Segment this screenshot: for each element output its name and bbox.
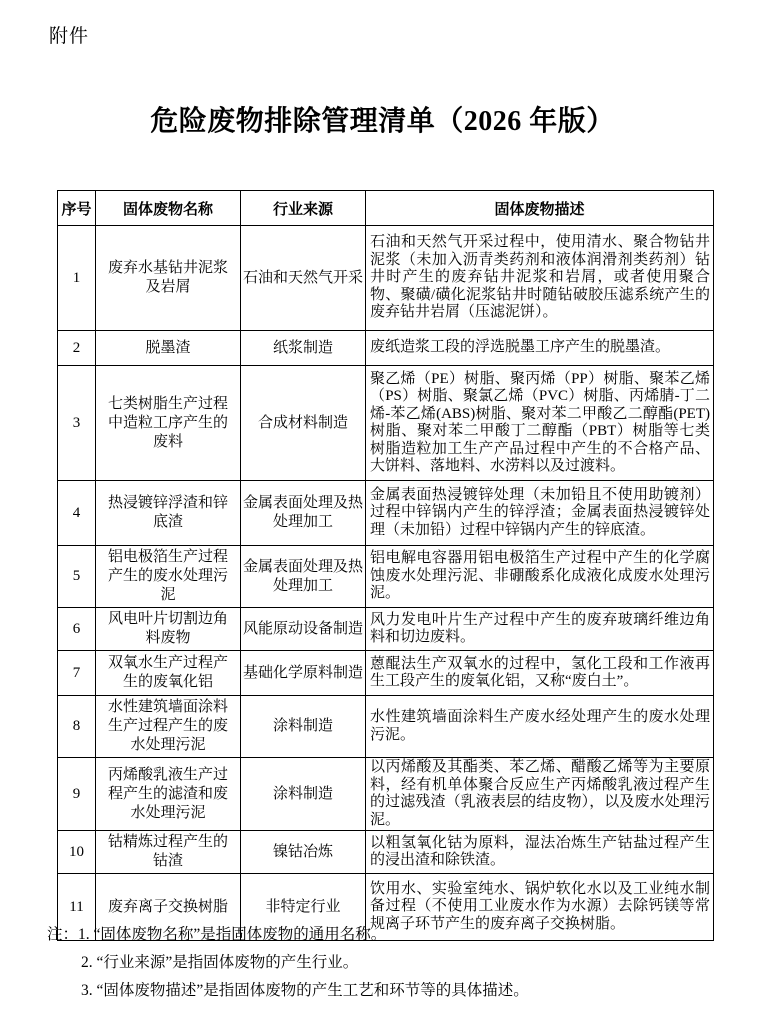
table-row: [58, 546, 714, 608]
industry-source: 风能原动设备制造: [241, 608, 366, 651]
row-number: 10: [58, 831, 96, 874]
row-number: 8: [58, 696, 96, 758]
table-row: [58, 226, 714, 331]
table-row: [58, 758, 714, 831]
row-number: 11: [58, 874, 96, 941]
table-header-row: [58, 191, 714, 226]
note-line-3: [81, 982, 717, 1000]
industry-source: 石油和天然气开采: [241, 226, 366, 331]
waste-name: 钴精炼过程产生的钴渣: [96, 831, 241, 874]
header-cell-no: 序号: [58, 191, 96, 226]
waste-name: 热浸镀锌浮渣和锌底渣: [96, 481, 241, 546]
row-number: 4: [58, 481, 96, 546]
waste-description: 金属表面热浸镀锌处理（未加铅且不使用助镀剂）过程中锌锅内产生的锌浮渣；金属表面热浸镀锌处理（未加铅）过程中锌锅内产生的锌底渣。: [366, 481, 714, 546]
header-cell-industry: 行业来源: [241, 191, 366, 226]
waste-description: 饮用水、实验室纯水、锅炉软化水以及工业纯水制备过程（不使用工业废水作为水源）去除钙镁等常规离子环节产生的废弃离子交换树脂。: [366, 874, 714, 941]
industry-source: 涂料制造: [241, 758, 366, 831]
waste-description: 聚乙烯（PE）树脂、聚丙烯（PP）树脂、聚苯乙烯（PS）树脂、聚氯乙烯（PVC）树脂、丙烯腈-丁二烯-苯乙烯(ABS)树脂、聚对苯二甲酸乙二醇酯(PET)树脂、聚对苯二甲酸丁二醇酯（PBT）树脂等七类树脂造粒加工生产产品过程中产生的不合格产品、大饼料、落地料、水涝料以及过渡料。: [366, 366, 714, 481]
row-number: 7: [58, 651, 96, 696]
table-row: [58, 331, 714, 366]
row-number: 3: [58, 366, 96, 481]
waste-list-table: [57, 190, 714, 941]
waste-name: 七类树脂生产过程中造粒工序产生的废料: [96, 366, 241, 481]
note-line-2: [81, 954, 717, 972]
table-row: [58, 831, 714, 874]
row-number: 2: [58, 331, 96, 366]
industry-source: 合成材料制造: [241, 366, 366, 481]
waste-description: 石油和天然气开采过程中，使用清水、聚合物钻井泥浆（未加入沥青类药剂和液体润滑剂类药剂）钻井时产生的废弃钻井泥浆和岩屑，或者使用聚合物、聚磺/磺化泥浆钻井时随钻破胶压滤系统产生的废弃钻井岩屑（压滤泥饼）。: [366, 226, 714, 331]
page-title: 危险废物排除管理清单（2026 年版）: [150, 106, 615, 137]
waste-name: 铝电极箔生产过程产生的废水处理污泥: [96, 546, 241, 608]
industry-source: 镍钴冶炼: [241, 831, 366, 874]
table-row: [58, 366, 714, 481]
industry-source: 纸浆制造: [241, 331, 366, 366]
note-prefix: 注：: [47, 926, 79, 943]
note-line-1: [47, 926, 717, 944]
waste-name: 废弃离子交换树脂: [96, 874, 241, 941]
row-number: 9: [58, 758, 96, 831]
header-cell-description: 固体废物描述: [366, 191, 714, 226]
note-text: 2. “行业来源”是指固体废物的产生行业。: [81, 954, 359, 971]
waste-name: 风电叶片切割边角料废物: [96, 608, 241, 651]
waste-name: 丙烯酸乳液生产过程产生的滤渣和废水处理污泥: [96, 758, 241, 831]
footnotes: [47, 926, 717, 1010]
note-text: 1. “固体废物名称”是指固体废物的通用名称。: [78, 926, 387, 943]
industry-source: 非特定行业: [241, 874, 366, 941]
industry-source: 基础化学原料制造: [241, 651, 366, 696]
table-row: [58, 608, 714, 651]
waste-description: 风力发电叶片生产过程中产生的废弃玻璃纤维边角料和切边废料。: [366, 608, 714, 651]
waste-description: 以丙烯酸及其酯类、苯乙烯、醋酸乙烯等为主要原料，经有机单体聚合反应生产丙烯酸乳液过程产生的过滤残渣（乳液表层的结皮物），以及废水处理污泥。: [366, 758, 714, 831]
waste-name: 脱墨渣: [96, 331, 241, 366]
industry-source: 金属表面处理及热处理加工: [241, 546, 366, 608]
waste-name: 双氧水生产过程产生的废氧化铝: [96, 651, 241, 696]
table-row: [58, 696, 714, 758]
table-row: [58, 651, 714, 696]
waste-name: 水性建筑墙面涂料生产过程产生的废水处理污泥: [96, 696, 241, 758]
attachment-label: 附件: [49, 26, 90, 47]
industry-source: 金属表面处理及热处理加工: [241, 481, 366, 546]
waste-description: 水性建筑墙面涂料生产废水经处理产生的废水处理污泥。: [366, 696, 714, 758]
row-number: 6: [58, 608, 96, 651]
table-row: [58, 481, 714, 546]
row-number: 5: [58, 546, 96, 608]
waste-name: 废弃水基钻井泥浆及岩屑: [96, 226, 241, 331]
waste-description: 铝电解电容器用铝电极箔生产过程中产生的化学腐蚀废水处理污泥、非硼酸系化成液化成废水处理污泥。: [366, 546, 714, 608]
waste-description: 以粗氢氧化钴为原料，湿法冶炼生产钴盐过程产生的浸出渣和除铁渣。: [366, 831, 714, 874]
row-number: 1: [58, 226, 96, 331]
industry-source: 涂料制造: [241, 696, 366, 758]
header-cell-name: 固体废物名称: [96, 191, 241, 226]
note-text: 3. “固体废物描述”是指固体废物的产生工艺和环节等的具体描述。: [81, 982, 529, 999]
waste-description: 蒽醌法生产双氧水的过程中，氢化工段和工作液再生工段产生的废氧化铝，又称“废白土”。: [366, 651, 714, 696]
waste-description: 废纸造浆工段的浮选脱墨工序产生的脱墨渣。: [366, 331, 714, 366]
